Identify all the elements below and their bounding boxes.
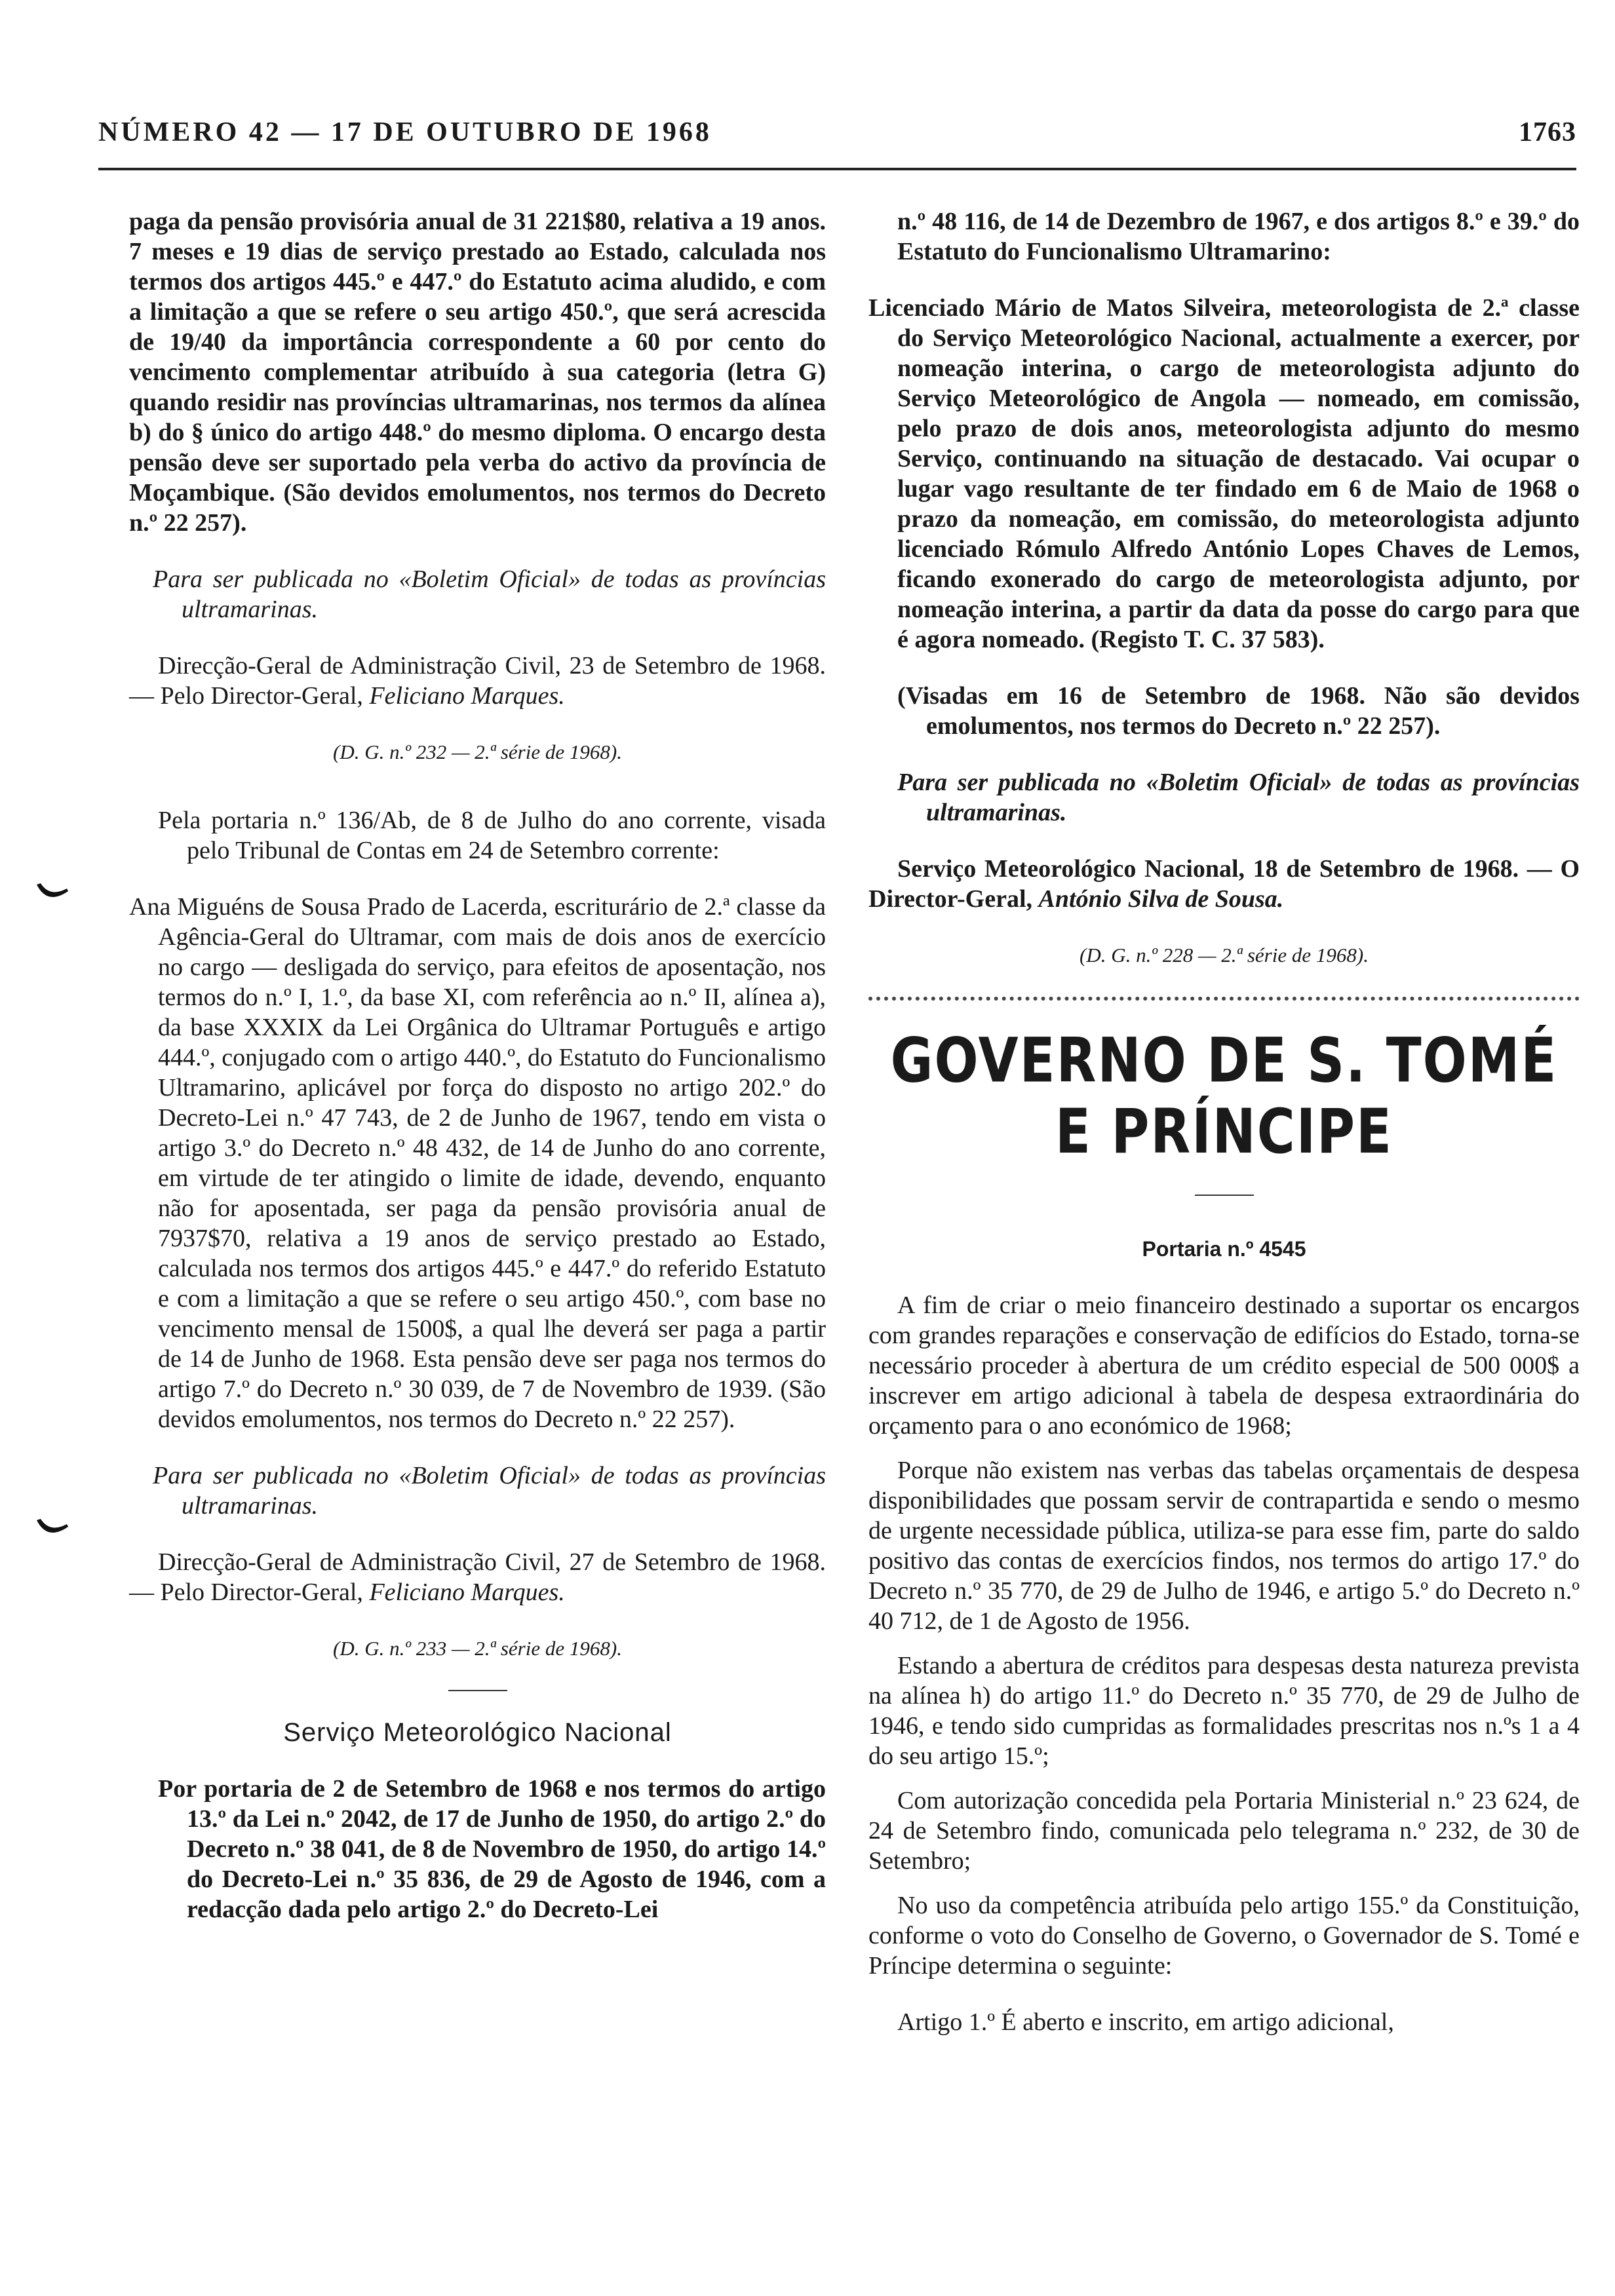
signature-text: Direcção-Geral de Administração Civil, 27 de Setembro de 1968. — Pelo Director-Geral, — [129, 1548, 826, 1606]
section-title: Serviço Meteorológico Nacional — [283, 1718, 672, 1747]
page-header — [98, 117, 1576, 156]
issue-date-header: NÚMERO 42 — 17 DE OUTUBRO DE 1968 — [98, 117, 712, 147]
publication-note: Para ser publicada no «Boletim Oficial» de todas as províncias ultramarinas. — [153, 1462, 826, 1520]
portaria-paragraph: Por portaria de 2 de Setembro de 1968 e nos termos do artigo 13.º da Lei n.º 2042, de 17 de Junho de 1950, do artigo 2.º do Decreto n.º 38 041, de 8 de Novembro de 1950, do artigo 14.º do Decreto-Lei n.º 35 836, de 29 de Agosto de 1946, com a redacção dada pelo artigo 2.º do Decreto-Lei — [158, 1775, 826, 1923]
visa-note: (Visadas em 16 de Setembro de 1968. Não são devidos emolumentos, nos termos do Decreto n.º 22 257). — [897, 682, 1580, 740]
binder-hole-mark-icon — [34, 1507, 71, 1544]
pension-paragraph-continued: paga da pensão provisória anual de 31 221$80, relativa a 19 anos. 7 meses e 19 dias de serviço prestado ao Estado, calculada nos termos dos artigos 445.º e 447.º do Estatuto acima aludido, e com a limitação a que se refere o seu artigo 450.º, que será acrescida de 19/40 da importância correspondente a 60 por cento do vencimento complementar atribuído à sua categoria (letra G) quando residir nas províncias ultramarinas, nos termos da alínea b) do § único do artigo 448.º do mesmo diploma. O encargo desta pensão deve ser suportado pela verba do activo da província de Moçambique. (São devidos emolumentos, nos termos do Decreto n.º 22 257). — [129, 208, 826, 537]
publication-note: Para ser publicada no «Boletim Oficial» de todas as províncias ultramarinas. — [153, 565, 826, 623]
article-1-paragraph: Artigo 1.º É aberto e inscrito, em artigo adicional, — [897, 2008, 1394, 2036]
nomination-paragraph: Licenciado Mário de Matos Silveira, meteorologista de 2.ª classe do Serviço Meteorológico Nacional, actualmente a exercer, por nomeação interina, o cargo de meteorologista adjunto do Serviço Meteorológico de Angola — nomeado, em comissão, pelo prazo de dois anos, meteorologista adjunto do mesmo Serviço, continuando na situação de destacado. Vai ocupar o lugar vago resultante de ter findado em 6 de Maio de 1968 o prazo da nomeação, em comissão, do meteorologista adjunto licenciado Rómulo Alfredo António Lopes Chaves de Lemos, ficando exonerado do cargo de meteorologista adjunto, por nomeação interina, a partir da data da posse do cargo para que é agora nomeado. (Registo T. C. 37 583). — [868, 294, 1580, 653]
signature-line — [868, 854, 1580, 914]
preamble-paragraph: No uso da competência atribuída pelo artigo 155.º da Constituição, conforme o voto do Conselho de Governo, o Governador de S. Tomé e Príncipe determina o seguinte: — [868, 1892, 1580, 1980]
preamble-paragraph: Estando a abertura de créditos para despesas desta natureza prevista na alínea h) do artigo 11.º do Decreto n.º 35 770, de 29 de Julho de 1946, e tendo sido cumpridas as formalidades prescritas nos n.ºs 1 a 4 do seu artigo 15.º; — [868, 1652, 1580, 1770]
preamble-paragraph: A fim de criar o meio financeiro destinado a suportar os encargos com grandes reparações e conservação de edifícios do Estado, torna-se necessário proceder à abertura de um crédito especial de 500 000$ a inscrever em artigo adicional à tabela de despesa extraordinária do orçamento para o ano económico de 1968; — [868, 1292, 1580, 1440]
portaria-intro-paragraph: Pela portaria n.º 136/Ab, de 8 de Julho do ano corrente, visada pelo Tribunal de Contas em 24 de Setembro corrente: — [158, 807, 826, 864]
binder-hole-mark-icon — [34, 871, 71, 908]
statute-reference-paragraph: n.º 48 116, de 14 de Dezembro de 1967, e dos artigos 8.º e 39.º do Estatuto do Funcionalismo Ultramarino: — [897, 208, 1580, 265]
page-number: 1763 — [1519, 117, 1576, 147]
gazette-reference: (D. G. n.º 233 — 2.ª série de 1968). — [333, 1637, 622, 1660]
header-rule — [98, 168, 1576, 170]
right-column — [868, 206, 1580, 2037]
appointment-paragraph: Ana Miguéns de Sousa Prado de Lacerda, escriturário de 2.ª classe da Agência-Geral do Ultramar, com mais de dois anos de exercício no cargo — desligada do serviço, para efeitos de aposentação, nos termos do n.º I, 1.º, da base XI, com referência ao n.º II, alínea a), da base XXXIX da Lei Orgânica do Ultramar Português e artigo 444.º, conjugado com o artigo 440.º, do Estatuto do Funcionalismo Ultramarino, aplicável por força do disposto no artigo 202.º do Decreto-Lei n.º 47 743, de 2 de Junho de 1967, tendo em vista o artigo 3.º do Decreto n.º 48 432, de 14 de Junho do ano corrente, em virtude de ter atingido o limite de idade, devendo, enquanto não for aposentada, ser paga da pensão provisória anual de 7937$70, relativa a 19 anos de serviço prestado ao Estado, calculada nos termos dos artigos 445.º e 447.º do referido Estatuto e com a limitação a que se refere o seu artigo 450.º, com base no vencimento mensal de 1500$, a qual lhe deverá ser paga a partir de 14 de Junho de 1968. Esta pensão deve ser paga nos termos do artigo 7.º do Decreto n.º 30 039, de 7 de Novembro de 1939. (São devidos emolumentos, nos termos do Decreto n.º 22 257). — [129, 893, 826, 1433]
preamble-paragraph: Com autorização concedida pela Portaria Ministerial n.º 23 624, de 24 de Setembro findo, comunicada pelo telegrama n.º 232, de 30 de Setembro; — [868, 1787, 1580, 1875]
signature-line — [129, 1547, 826, 1607]
publication-note: Para ser publicada no «Boletim Oficial» de todas as províncias ultramarinas. — [897, 769, 1580, 826]
gazette-reference: (D. G. n.º 228 — 2.ª série de 1968). — [1080, 944, 1369, 966]
ornamental-divider — [868, 997, 1580, 1010]
preamble-paragraph: Porque não existem nas verbas das tabelas orçamentais de despesa disponibilidades que possam servir de contrapartida e sendo o mesmo de urgente necessidade pública, utiliza-se para esse fim, parte do saldo positivo das contas de exercícios findos, nos termos do artigo 17.º do Decreto n.º 35 770, de 29 de Julho de 1946, e artigo 5.º do Decreto n.º 40 712, de 1 de Agosto de 1956. — [868, 1457, 1580, 1635]
signatory-name: Feliciano Marques. — [369, 682, 565, 710]
gazette-reference: (D. G. n.º 232 — 2.ª série de 1968). — [333, 740, 622, 763]
signature-text: Direcção-Geral de Administração Civil, 23 de Setembro de 1968. — Pelo Director-Geral, — [129, 652, 826, 710]
signatory-name: Feliciano Marques. — [369, 1578, 565, 1606]
signature-line — [129, 651, 826, 711]
government-title: GOVERNO DE S. TOMÉ E PRÍNCIPE — [890, 1025, 1558, 1168]
signature-text: Serviço Meteorológico Nacional, 18 de Setembro de 1968. — O Director-Geral, — [868, 855, 1580, 913]
portaria-heading: Portaria n.º 4545 — [1142, 1237, 1306, 1261]
signatory-name: António Silva de Sousa. — [1038, 885, 1284, 913]
left-column — [129, 206, 826, 1924]
